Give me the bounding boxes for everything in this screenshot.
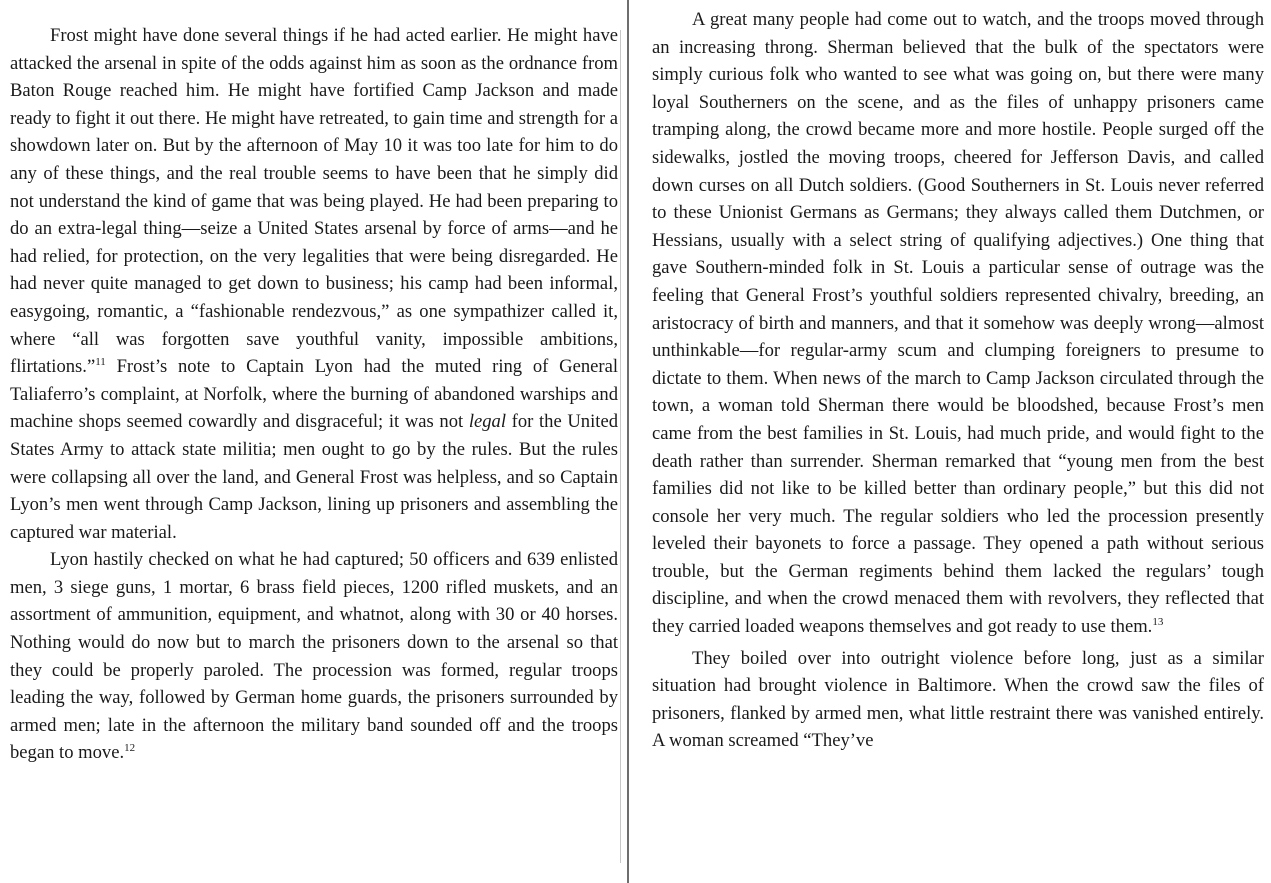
left-column [10, 0, 618, 883]
paragraph-text: Frost’s note to Captain Lyon had the muted ring of General Taliaferro’s complaint, at Norfolk, where the burning of abandoned warships and machine shops seemed cowardly and disgraceful; it was not [10, 356, 618, 433]
footnote-marker: 13 [1152, 616, 1164, 629]
italic-word: legal [468, 411, 507, 433]
right-column [652, 0, 1264, 883]
footnote-marker: 11 [95, 356, 106, 369]
page-gutter [627, 0, 629, 883]
footnote-marker: 12 [124, 742, 136, 755]
paragraph-text: They boiled over into outright violence before long, just as a similar situation had brought violence in Baltimore. When the crowd saw the files of prisoners, flanked by armed men, what little restraint there was vanished entirely. A woman screamed “They’ve [652, 647, 1264, 752]
paragraph-text: for the United States Army to attack state militia; men ought to go by the rules. But the rules were collapsing all over the land, and General Frost was helpless, and so Captain Lyon’s men went through Camp Jackson, lining up prisoners and assembling the captured war material. [10, 411, 618, 543]
paragraph [10, 546, 618, 767]
page-edge [620, 30, 621, 863]
paragraph [652, 645, 1264, 755]
paragraph-text: Frost might have done several things if he had acted earlier. He might have attacked the arsenal in spite of the odds against him as soon as the ordnance from Baton Rouge reached him. He might have fortified Camp Jackson and made ready to fight it out there. He might have retreated, to gain time and strength for a showdown later on. But by the afternoon of May 10 it was too late for him to do any of these things, and the real trouble seems to have been that he simply did not understand the kind of game that was being played. He had been preparing to do an extra-legal thing—seize a United States arsenal by force of arms—and he had relied, for protection, on the very legalities that were being disregarded. He had never quite managed to get down to business; his camp had been informal, easygoing, romantic, a “fashionable rendezvous,” as one sympathizer called it, where “all was forgotten save youthful vanity, impossible ambitions, flirtations.” [10, 25, 618, 378]
paragraph [652, 6, 1264, 641]
paragraph-text: Lyon hastily checked on what he had captured; 50 officers and 639 enlisted men, 3 siege guns, 1 mortar, 6 brass field pieces, 1200 rifled muskets, and an assortment of ammunition, equipment, and whatnot, along with 30 or 40 horses. Nothing would do now but to march the prisoners down to the arsenal so that they could be properly paroled. The procession was formed, regular troops leading the way, followed by German home guards, the prisoners surrounded by armed men; late in the afternoon the military band sounded off and the troops began to move. [10, 549, 618, 764]
paragraph [10, 22, 618, 546]
paragraph-text: A great many people had come out to watch, and the troops moved through an increasing throng. Sherman believed that the bulk of the spectators were simply curious folk who wanted to see what was going on, but there were many loyal Southerners on the scene, and as the files of unhappy prisoners came tramping along, the crowd became more and more hostile. People surged off the sidewalks, jostled the moving troops, cheered for Jefferson Davis, and called down curses on all Dutch soldiers. (Good Southerners in St. Louis never referred to these Unionist Germans as Germans; they always called them Dutchmen, or Hessians, usually with a select string of qualifying adjectives.) One thing that gave Southern-minded folk in St. Louis a particular sense of outrage was the feeling that General Frost’s youthful soldiers represented chivalry, breeding, an aristocracy of birth and manners, and that it somehow was deeply wrong—almost unthinkable—for regular-army scum and clumping foreigners to presume to dictate to them. When news of the march to Camp Jackson circulated through the town, a woman told Sherman there would be bloodshed, because Frost’s men came from the best families in St. Louis, had much pride, and would fight to the death rather than surrender. Sherman remarked that “young men from the best families did not like to be killed better than ordinary people,” but this did not console her very much. The regular soldiers who led the procession presently leveled their bayonets to force a passage. They opened a path without serious trouble, but the German regiments behind them lacked the regulars’ tough discipline, and when the crowd menaced them with revolvers, they reflected that they carried loaded weapons themselves and got ready to use them. [652, 9, 1264, 638]
